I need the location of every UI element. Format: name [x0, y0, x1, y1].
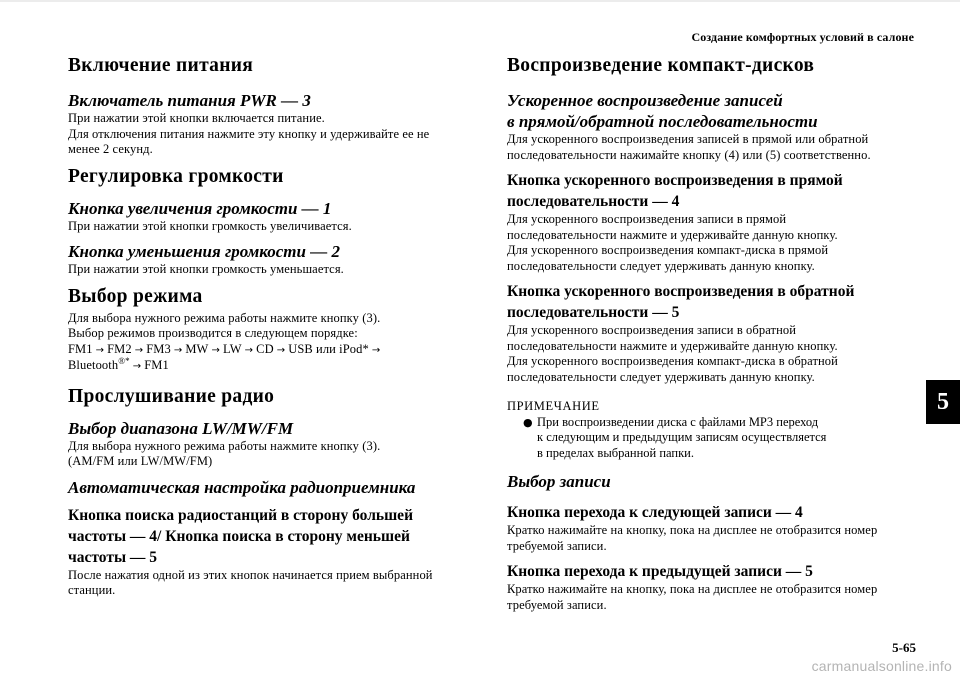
paragraph: Для ускоренного воспроизведения записи в обратной — [507, 323, 797, 337]
bullet-icon: ● — [523, 415, 533, 429]
subheading-next-track: Кнопка перехода к следующей записи — 4 — [507, 504, 803, 521]
paragraph: требуемой записи. — [507, 597, 607, 612]
paragraph: Для выбора нужного режима работы нажмите кнопку (3). — [68, 310, 381, 325]
paragraph: После нажатия одной из этих кнопок начинается прием выбранной — [68, 567, 433, 582]
mode-sequence-cont: Bluetooth®*→ FM1 — [68, 355, 169, 372]
paragraph: Для ускоренного воспроизведения записей в прямой или обратной — [507, 132, 869, 146]
paragraph: (AM/FM или LW/MW/FM) — [68, 454, 213, 468]
paragraph: Для выбора нужного режима работы нажмите кнопку (3). — [68, 438, 381, 453]
arrow-icon: → — [132, 361, 142, 372]
header-rule — [0, 0, 960, 10]
arrow-icon: → — [371, 344, 381, 356]
subheading-fast-play: в прямой/обратной последовательности — [507, 112, 818, 131]
arrow-icon: → — [211, 344, 220, 356]
paragraph: последовательности нажмите и удерживайте данную кнопку. — [507, 338, 838, 353]
subheading-reverse: Кнопка ускоренного воспроизведения в обратной — [507, 283, 855, 300]
subheading-prev-track: Кнопка перехода к предыдущей записи — 5 — [507, 563, 813, 580]
subheading-power-switch: Включатель питания PWR — 3 — [68, 91, 311, 110]
arrow-icon: → — [134, 344, 144, 356]
paragraph: последовательности нажимайте кнопку (4) или (5) соответственно. — [507, 147, 871, 162]
paragraph: Для отключения питания нажмите эту кнопку и удерживайте ее не — [68, 126, 430, 141]
left-column — [68, 54, 468, 599]
subheading-reverse: последовательности — 5 — [507, 304, 680, 321]
subheading-seek: частоты — 5 — [68, 548, 158, 566]
paragraph: Кратко нажимайте на кнопку, пока на дисплее не отобразится номер — [507, 523, 878, 537]
subheading-seek: Кнопка поиска радиостанций в сторону большей — [68, 506, 413, 524]
subheading-select-track: Выбор записи — [507, 472, 611, 491]
paragraph: При нажатии этой кнопки громкость увеличивается. — [68, 218, 352, 233]
section-header: Создание комфортных условий в салоне — [691, 30, 914, 44]
paragraph: Кратко нажимайте на кнопку, пока на дисплее не отобразится номер — [507, 582, 878, 596]
subheading-forward: Кнопка ускоренного воспроизведения в прямой — [507, 172, 843, 189]
subheading-band: Выбор диапазона LW/MW/FM — [68, 418, 294, 438]
arrow-icon: → — [276, 344, 286, 356]
paragraph: последовательности следует удерживать данную кнопку. — [507, 258, 815, 273]
paragraph: Для ускоренного воспроизведения компакт-диска в обратной — [507, 354, 838, 368]
subheading-volume-down: Кнопка уменьшения громкости — 2 — [68, 242, 340, 261]
paragraph: последовательности нажмите и удерживайте данную кнопку. — [507, 227, 838, 242]
note-item: ● При воспроизведении диска с файлами MP3 переход к следующим и предыдущим записям осуществляется в пределах выбранной папки. — [523, 414, 827, 460]
note-label: ПРИМЕЧАНИЕ — [507, 399, 600, 413]
watermark: carmanualsonline.info — [811, 658, 952, 674]
chapter-tab: 5 — [926, 380, 960, 424]
subheading-forward: последовательности — 4 — [507, 193, 680, 210]
paragraph: Для ускоренного воспроизведения записи в прямой — [507, 212, 787, 226]
paragraph: Выбор режимов производится в следующем порядке: — [68, 326, 358, 340]
arrow-icon: → — [244, 344, 254, 356]
page-number: 5-65 — [892, 640, 916, 655]
paragraph: требуемой записи. — [507, 538, 607, 553]
right-column — [507, 54, 912, 613]
subheading-seek: частоты — 4/ Кнопка поиска в сторону меньшей — [68, 527, 410, 545]
arrow-icon: → — [173, 344, 183, 356]
paragraph: При нажатии этой кнопки включается питание. — [68, 111, 325, 125]
mode-sequence: FM1 → FM2 → FM3 → MW → LW → CD → USB или iPod* → — [68, 342, 468, 359]
subheading-volume-up: Кнопка увеличения громкости — 1 — [68, 198, 332, 218]
subheading-auto-tune: Автоматическая настройка радиоприемника — [68, 477, 416, 497]
paragraph: При нажатии этой кнопки громкость уменьшается. — [68, 262, 344, 276]
heading-mode: Выбор режима — [68, 285, 203, 307]
paragraph: станции. — [68, 583, 116, 597]
paragraph: последовательности следует удерживать данную кнопку. — [507, 369, 815, 384]
subheading-fast-play: Ускоренное воспроизведение записей — [507, 91, 783, 110]
heading-volume: Регулировка громкости — [68, 165, 284, 187]
paragraph: Для ускоренного воспроизведения компакт-диска в прямой — [507, 243, 829, 257]
heading-cd: Воспроизведение компакт-дисков — [507, 55, 815, 76]
paragraph: менее 2 секунд. — [68, 142, 153, 156]
arrow-icon: → — [95, 344, 105, 356]
heading-power: Включение питания — [68, 55, 254, 76]
heading-radio: Прослушивание радио — [68, 385, 275, 407]
